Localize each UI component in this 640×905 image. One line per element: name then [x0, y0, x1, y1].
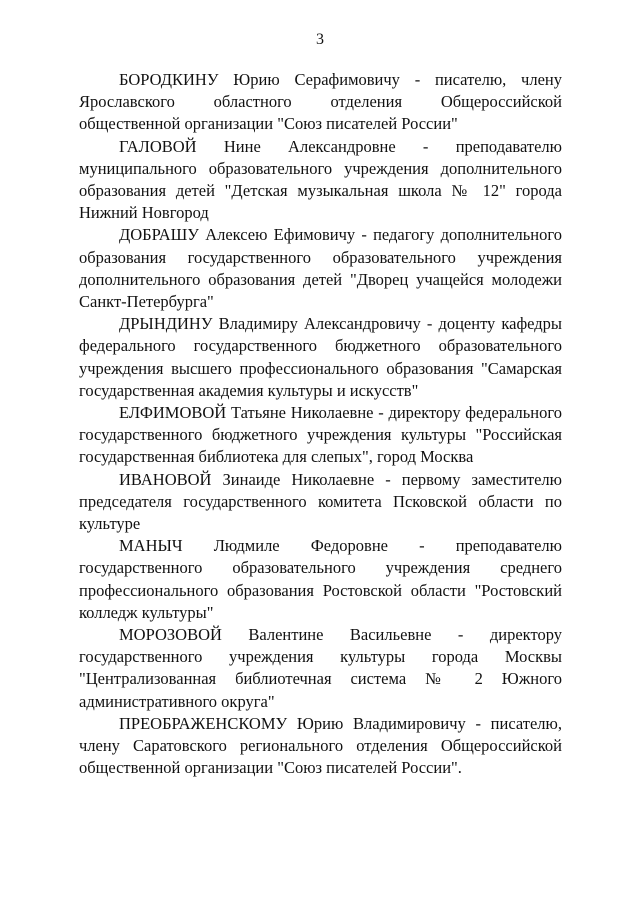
- award-entry-borodkin: БОРОДКИНУ Юрию Серафимовичу - писателю, члену Ярославского областного отделения Общероссийской общественной организации "Союз писателей России": [79, 70, 562, 134]
- award-entry-dryndin: ДРЫНДИНУ Владимиру Александровичу - доценту кафедры федерального государственного бюджетного образовательного учреждения высшего профессионального образования "Самарская государственная академия культуры и искусств": [79, 314, 562, 400]
- page-number: 3: [316, 31, 324, 48]
- award-entry-ivanova: ИВАНОВОЙ Зинаиде Николаевне - первому заместителю председателя государственного комитета Псковской области по культуре: [79, 469, 562, 534]
- award-entry-preobrazhensky: ПРЕОБРАЖЕНСКОМУ Юрию Владимировичу - писателю, члену Саратовского регионального отделения Общероссийской общественной организации "Союз писателей России".: [79, 713, 562, 778]
- award-entry-dobrash: ДОБРАШУ Алексею Ефимовичу - педагогу дополнительного образования государственного образовательного учреждения дополнительного образования детей "Дворец учащейся молодежи Санкт-Петербурга": [79, 225, 562, 312]
- award-entry-morozova: МОРОЗОВОЙ Валентине Васильевне - директору государственного учреждения культуры города Москвы "Централизованная библиотечная система № 2 Южного административного округа": [79, 625, 562, 711]
- award-list: [79, 69, 562, 780]
- award-entry-manych: МАНЫЧ Людмиле Федоровне - преподавателю государственного образовательного учреждения среднего профессионального образования Ростовской области "Ростовский колледж культуры": [79, 536, 562, 622]
- award-entry-elfimova: ЕЛФИМОВОЙ Татьяне Николаевне - директору федерального государственного бюджетного учреждения культуры "Российская государственная библиотека для слепых", город Москва: [79, 403, 562, 467]
- award-entry-galova: ГАЛОВОЙ Нине Александровне - преподавателю муниципального образовательного учреждения дополнительного образования детей "Детская музыкальная школа № 12" города Нижний Новгород: [79, 136, 562, 223]
